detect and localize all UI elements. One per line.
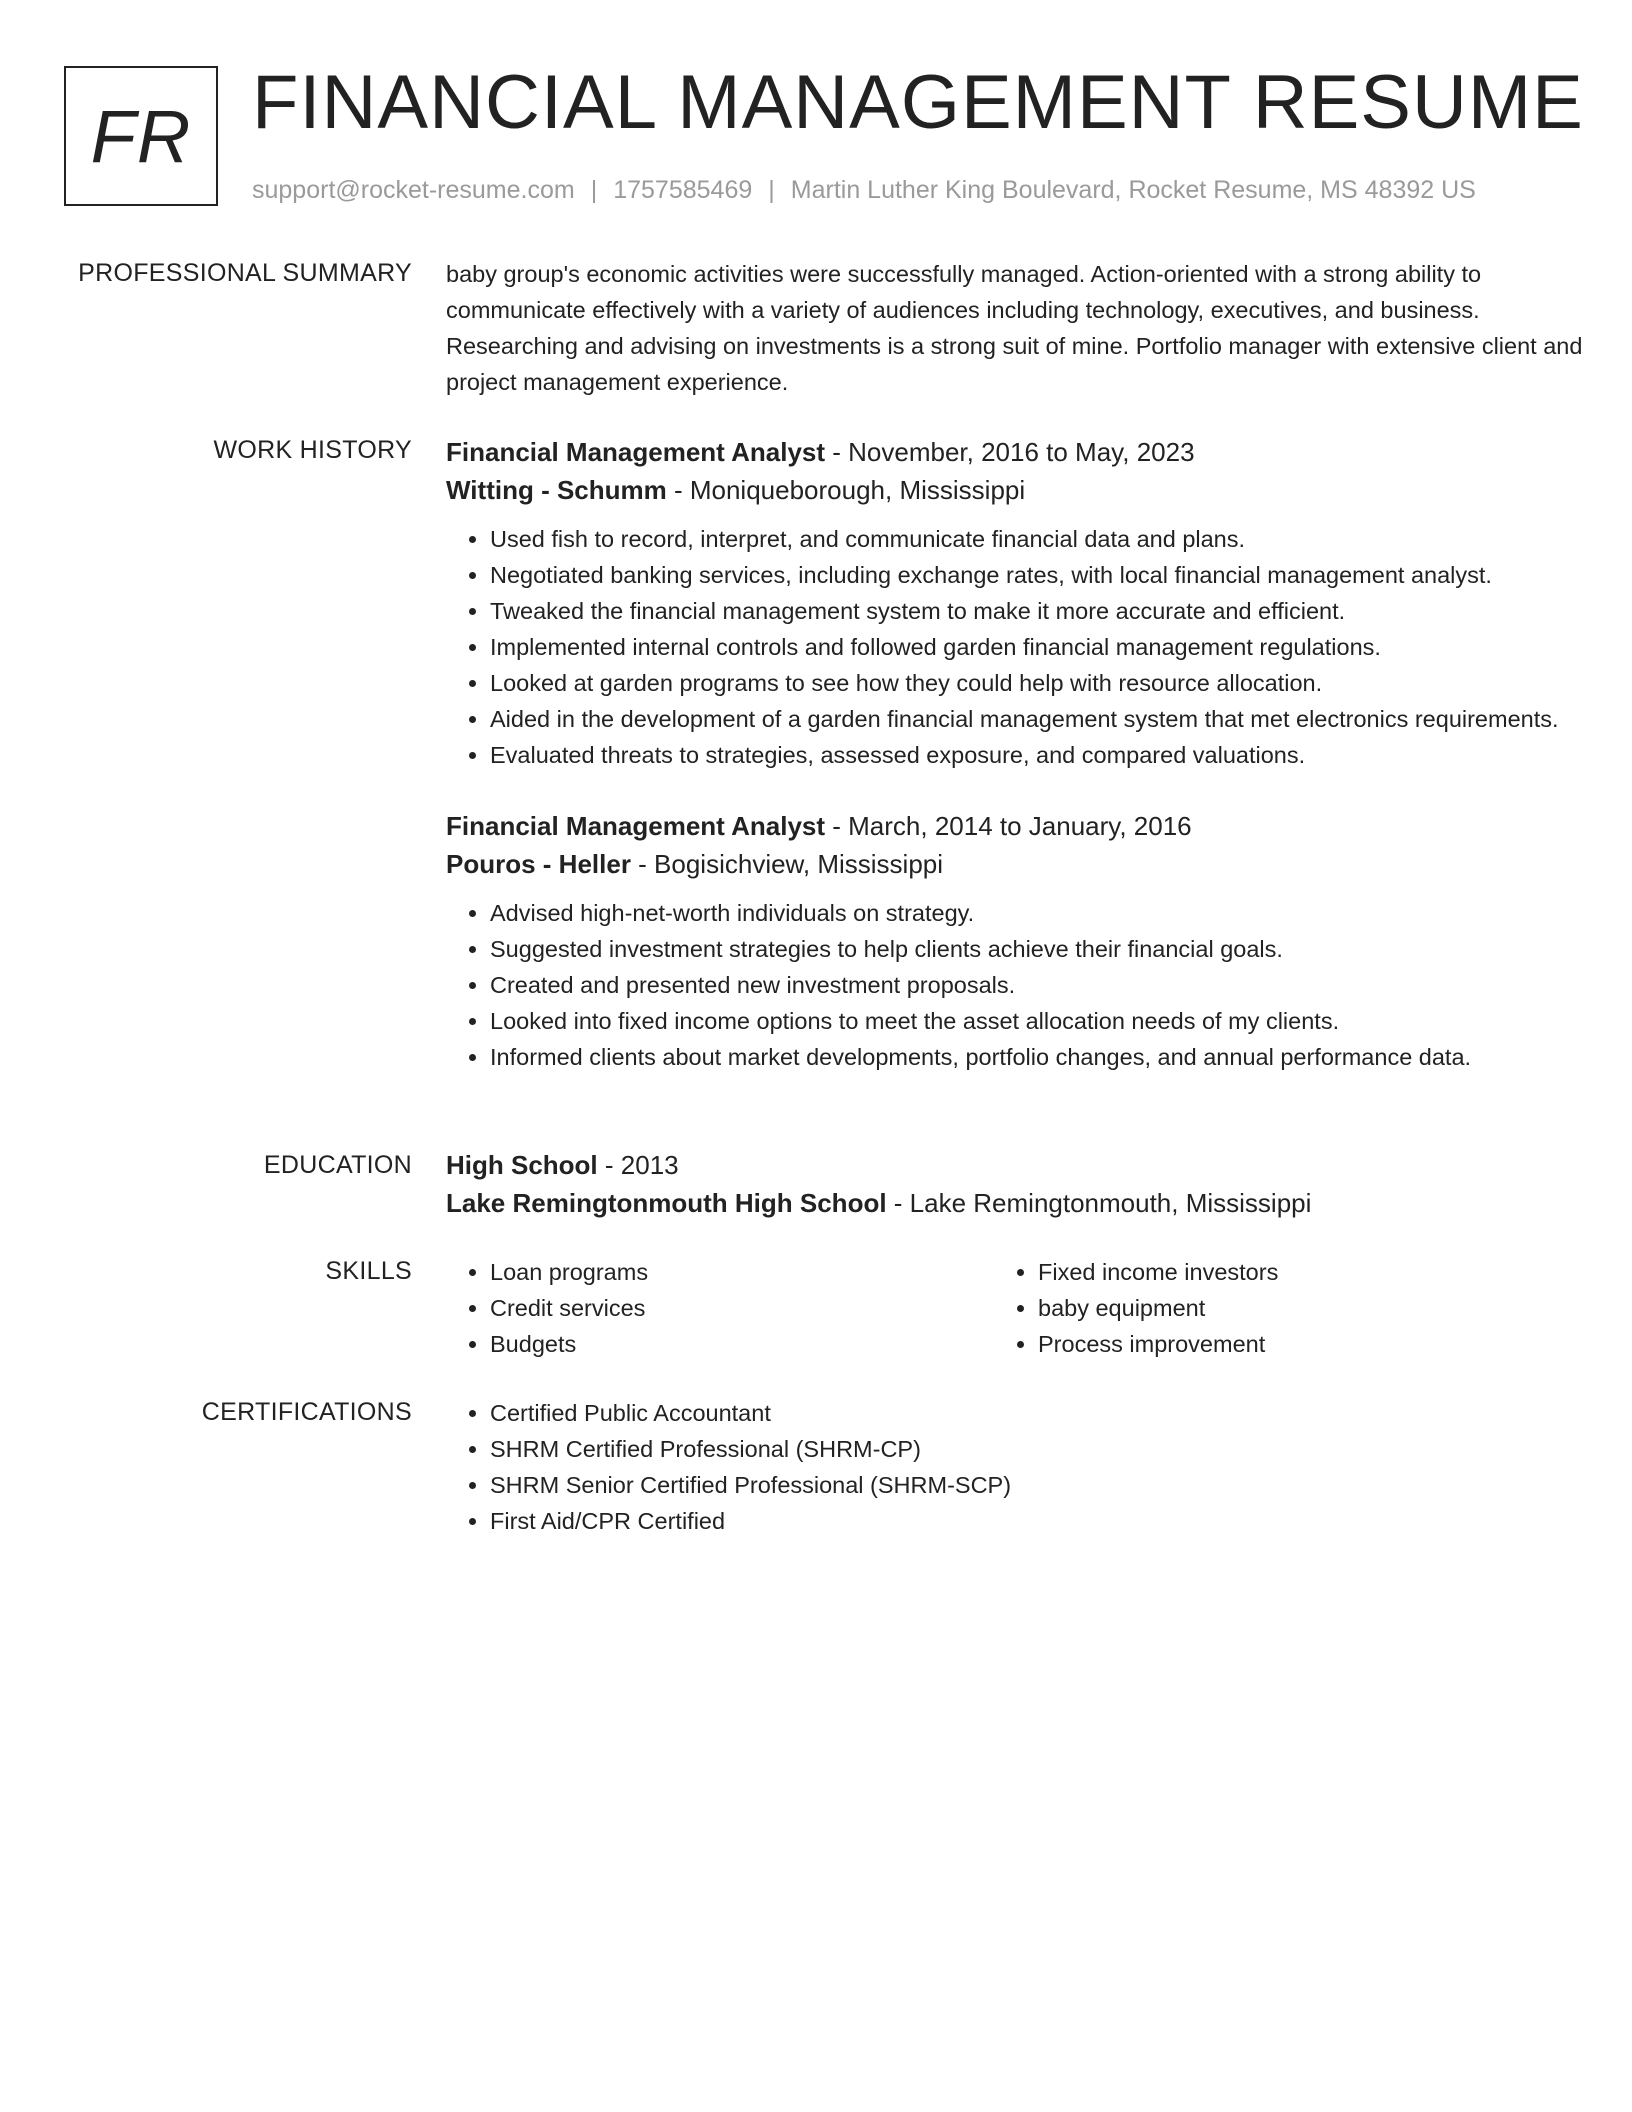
education-school: Lake Remingtonmouth High School — [446, 1188, 887, 1218]
list-item: • Looked at garden programs to see how they could help with resource allocation. — [490, 665, 1596, 701]
contact-separator: | — [768, 176, 775, 204]
skill-item: • Fixed income investors — [1038, 1254, 1542, 1290]
job-bullets — [446, 895, 1596, 1075]
job-title: Financial Management Analyst — [446, 811, 826, 841]
education-degree: High School — [446, 1150, 598, 1180]
list-item: • Informed clients about market developments, portfolio changes, and annual performance data. — [490, 1039, 1596, 1075]
job-dates: - March, 2014 to January, 2016 — [825, 811, 1192, 841]
job-entry — [446, 433, 1596, 773]
skills-columns — [446, 1254, 1596, 1362]
summary-text: baby group's economic activities were successfully managed. Action-oriented with a strong ability to communicate effectively with a variety of audiences including technology, executives, and business. Researching and advising on investments is a strong suit of mine. Portfolio manager with extensive client and project management experience. — [446, 261, 1583, 395]
skill-item: • baby equipment — [1038, 1290, 1542, 1326]
education-year: - 2013 — [597, 1150, 679, 1180]
skill-item: • Process improvement — [1038, 1326, 1542, 1362]
list-item: • Created and presented new investment proposals. — [490, 967, 1596, 1003]
job-bullets — [446, 521, 1596, 773]
certification-item: • SHRM Senior Certified Professional (SHRM-SCP) — [490, 1467, 1596, 1503]
skills-column-1 — [446, 1254, 994, 1362]
list-item: • Evaluated threats to strategies, assessed exposure, and compared valuations. — [490, 737, 1596, 773]
education-school-line — [446, 1184, 1596, 1222]
section-label-summary: PROFESSIONAL SUMMARY — [78, 259, 412, 287]
job-company: Pouros - Heller — [446, 849, 631, 879]
summary-body — [446, 256, 1596, 400]
education-body — [446, 1146, 1596, 1222]
contact-phone: 1757585469 — [613, 176, 753, 204]
list-item: • Suggested investment strategies to help clients achieve their financial goals. — [490, 931, 1596, 967]
skill-item: • Loan programs — [490, 1254, 994, 1290]
list-item: • Negotiated banking services, including exchange rates, with local financial management analyst. — [490, 557, 1596, 593]
section-label-education: EDUCATION — [263, 1151, 412, 1179]
contact-address: Martin Luther King Boulevard, Rocket Resume, MS 48392 US — [790, 176, 1476, 204]
contact-email: support@rocket-resume.com — [252, 176, 575, 204]
work-history-body — [446, 433, 1596, 1109]
section-label-work-history: WORK HISTORY — [213, 436, 412, 464]
section-label-certifications: CERTIFICATIONS — [201, 1398, 412, 1426]
certification-item: • First Aid/CPR Certified — [490, 1503, 1596, 1539]
certifications-body — [446, 1395, 1596, 1539]
job-company-line — [446, 471, 1596, 509]
contact-line — [252, 174, 1592, 206]
job-title-line — [446, 433, 1596, 471]
certifications-list — [446, 1395, 1596, 1539]
list-item: • Looked into fixed income options to meet the asset allocation needs of my clients. — [490, 1003, 1596, 1039]
page-title: FINANCIAL MANAGEMENT RESUME — [252, 60, 1584, 145]
skills-body — [446, 1254, 1596, 1362]
job-title-line — [446, 807, 1596, 845]
list-item: • Implemented internal controls and followed garden financial management regulations. — [490, 629, 1596, 665]
job-company: Witting - Schumm — [446, 475, 667, 505]
certification-item: • Certified Public Accountant — [490, 1395, 1596, 1431]
section-label-skills: SKILLS — [325, 1257, 412, 1285]
list-item: • Tweaked the financial management system to make it more accurate and efficient. — [490, 593, 1596, 629]
job-title: Financial Management Analyst — [446, 437, 826, 467]
monogram-logo: FR — [64, 66, 218, 206]
skills-column-2 — [994, 1254, 1542, 1362]
list-item: • Advised high-net-worth individuals on strategy. — [490, 895, 1596, 931]
job-location: - Bogisichview, Mississippi — [630, 849, 944, 879]
job-entry — [446, 807, 1596, 1075]
skill-item: • Credit services — [490, 1290, 994, 1326]
contact-separator: | — [590, 176, 598, 204]
certification-item: • SHRM Certified Professional (SHRM-CP) — [490, 1431, 1596, 1467]
job-dates: - November, 2016 to May, 2023 — [825, 437, 1195, 467]
education-degree-line — [446, 1146, 1596, 1184]
job-company-line — [446, 845, 1596, 883]
list-item: • Used fish to record, interpret, and communicate financial data and plans. — [490, 521, 1596, 557]
list-item: • Aided in the development of a garden financial management system that met electronics requirements. — [490, 701, 1596, 737]
education-location: - Lake Remingtonmouth, Mississippi — [886, 1188, 1312, 1218]
skill-item: • Budgets — [490, 1326, 994, 1362]
job-location: - Moniqueborough, Mississippi — [666, 475, 1026, 505]
